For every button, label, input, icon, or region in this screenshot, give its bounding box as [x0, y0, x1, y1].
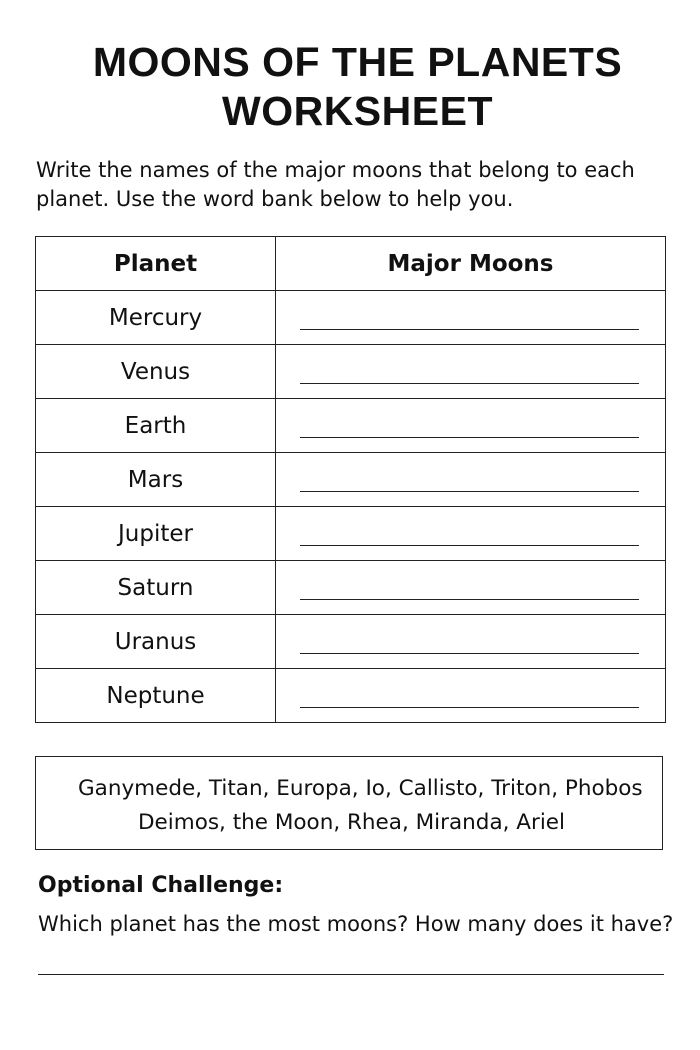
- table-row: [36, 399, 666, 453]
- moons-answer-cell[interactable]: [276, 399, 666, 453]
- table-row: [36, 561, 666, 615]
- planet-cell: Saturn: [36, 561, 276, 615]
- challenge-question: Which planet has the most moons? How many does it have?: [38, 912, 674, 936]
- planet-cell: Mercury: [36, 291, 276, 345]
- moons-answer-line[interactable]: [300, 373, 639, 384]
- moons-table: [35, 236, 666, 723]
- instructions-line-1: Write the names of the major moons that belong to each: [36, 158, 635, 182]
- moons-answer-line[interactable]: [300, 481, 639, 492]
- moons-answer-line[interactable]: [300, 535, 639, 546]
- planet-cell: Earth: [36, 399, 276, 453]
- planet-cell: Neptune: [36, 669, 276, 723]
- table-row: [36, 669, 666, 723]
- moons-answer-line[interactable]: [300, 697, 639, 708]
- moons-answer-cell[interactable]: [276, 669, 666, 723]
- moons-column-header: Major Moons: [276, 237, 666, 291]
- moons-answer-cell[interactable]: [276, 345, 666, 399]
- table-row: [36, 453, 666, 507]
- challenge-answer-line[interactable]: [38, 974, 664, 975]
- moons-answer-cell[interactable]: [276, 453, 666, 507]
- moons-answer-cell[interactable]: [276, 507, 666, 561]
- moons-answer-line[interactable]: [300, 589, 639, 600]
- moons-answer-cell[interactable]: [276, 561, 666, 615]
- planet-cell: Venus: [36, 345, 276, 399]
- worksheet-title: [0, 38, 700, 136]
- planet-column-header: Planet: [36, 237, 276, 291]
- instructions: [36, 156, 676, 214]
- planet-cell: Mars: [36, 453, 276, 507]
- word-bank-line-1: Ganymede, Titan, Europa, Io, Callisto, Triton, Phobos: [78, 776, 643, 801]
- challenge-heading: Optional Challenge:: [38, 873, 284, 898]
- moons-answer-line[interactable]: [300, 427, 639, 438]
- planet-cell: Jupiter: [36, 507, 276, 561]
- moons-answer-line[interactable]: [300, 319, 639, 330]
- table-header-row: [36, 237, 666, 291]
- moons-answer-cell[interactable]: [276, 291, 666, 345]
- table-row: [36, 345, 666, 399]
- word-bank-line-2: Deimos, the Moon, Rhea, Miranda, Ariel: [138, 810, 566, 835]
- instructions-line-2: planet. Use the word bank below to help you.: [36, 187, 514, 211]
- moons-answer-line[interactable]: [300, 643, 639, 654]
- table-row: [36, 615, 666, 669]
- word-bank: [35, 756, 663, 850]
- table-row: [36, 507, 666, 561]
- table-row: [36, 291, 666, 345]
- title-line-1: MOONS OF THE PLANETS: [92, 39, 623, 85]
- moons-answer-cell[interactable]: [276, 615, 666, 669]
- planet-cell: Uranus: [36, 615, 276, 669]
- title-line-2: WORKSHEET: [222, 88, 493, 134]
